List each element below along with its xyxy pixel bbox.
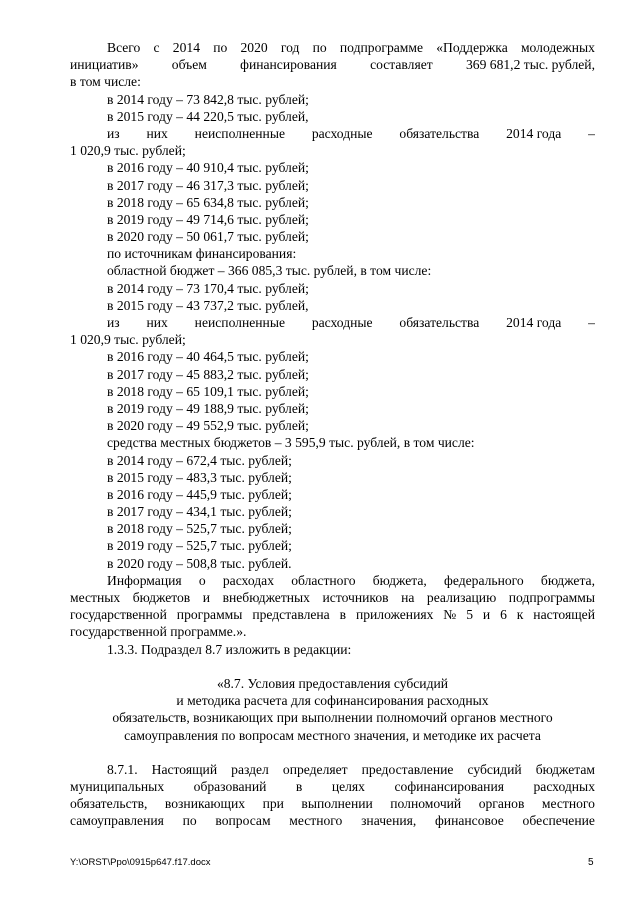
- word: обязательства: [399, 125, 480, 141]
- total-2018: в 2018 году – 65 634,8 тыс. рублей;: [107, 194, 309, 210]
- section-body-line-4: [70, 812, 595, 829]
- word: 8.7.1.: [107, 761, 138, 777]
- regional-unfulfilled: [70, 314, 595, 331]
- word: подпрограмме: [339, 40, 424, 55]
- word: финансовое: [435, 813, 504, 829]
- word: финансирования: [240, 57, 337, 73]
- word: муниципальных: [70, 779, 165, 795]
- word: настоящей: [533, 607, 595, 623]
- word: обязательства: [399, 315, 480, 330]
- word: и: [202, 590, 211, 605]
- word: 369 681,2 тыс. рублей,: [465, 57, 595, 73]
- word: обязательств,: [70, 796, 148, 812]
- regional-2015: в 2015 году – 43 737,2 тыс. рублей,: [107, 297, 309, 313]
- local-2018: в 2018 году – 525,7 тыс. рублей;: [107, 521, 292, 537]
- word: вопросам: [215, 813, 271, 829]
- word: из: [107, 125, 120, 141]
- word: 2014 года: [506, 315, 562, 330]
- intro-line-2: [70, 56, 595, 73]
- word: бюджетам: [535, 761, 595, 777]
- word: внебюджетных: [222, 590, 310, 605]
- word: представлена: [252, 607, 330, 623]
- word: расходные: [311, 125, 373, 141]
- word: полномочий: [390, 796, 462, 812]
- word: расходах: [222, 572, 274, 588]
- word: федерального: [444, 572, 524, 588]
- word: по: [182, 813, 197, 829]
- local-2016: в 2016 году – 445,9 тыс. рублей;: [107, 486, 292, 502]
- word: Настоящий: [151, 761, 218, 777]
- total-2020: в 2020 году – 50 061,7 тыс. рублей;: [107, 229, 309, 245]
- word: приложениях: [355, 607, 434, 623]
- word: и: [482, 607, 491, 623]
- word: государственной: [70, 607, 167, 623]
- total-2015: в 2015 году – 44 220,5 тыс. рублей,: [107, 108, 309, 124]
- word: бюджетов: [132, 590, 191, 605]
- local-2014: в 2014 году – 672,4 тыс. рублей;: [107, 452, 292, 468]
- word: объем: [171, 57, 207, 73]
- word: значения,: [361, 813, 417, 829]
- word: молодежных: [520, 40, 595, 55]
- total-2017: в 2017 году – 46 317,3 тыс. рублей;: [107, 177, 309, 193]
- total-2016: в 2016 году – 40 910,4 тыс. рублей;: [107, 160, 309, 176]
- word: 2014: [172, 40, 200, 55]
- total-2019: в 2019 году – 49 714,6 тыс. рублей;: [107, 211, 309, 227]
- word: 2020: [240, 40, 268, 55]
- local-2019: в 2019 году – 525,7 тыс. рублей;: [107, 538, 292, 554]
- word: –: [588, 315, 595, 330]
- word: предоставление: [361, 761, 454, 777]
- section-title-line-2: и методика расчета для софинансирования расходных: [176, 693, 489, 709]
- word: №: [443, 607, 457, 623]
- total-2014: в 2014 году – 73 842,8 тыс. рублей;: [107, 91, 309, 107]
- info-line-3: [70, 606, 595, 623]
- regional-heading: областной бюджет – 366 085,3 тыс. рублей, в том числе:: [107, 263, 432, 279]
- info-line-2: [70, 589, 595, 606]
- word: по: [213, 40, 228, 55]
- word: софинансирования: [394, 779, 504, 795]
- word: областного: [291, 572, 356, 588]
- word: расходных: [533, 779, 595, 795]
- word: из: [107, 315, 120, 330]
- section-body-line-1: [70, 761, 595, 778]
- word: составляет: [370, 57, 433, 73]
- word: самоуправления: [70, 813, 164, 829]
- local-heading: средства местных бюджетов – 3 595,9 тыс. рублей, в том числе:: [107, 435, 475, 451]
- sources-heading: по источникам финансирования:: [107, 246, 297, 262]
- word: Информация: [107, 572, 182, 588]
- word: местного: [541, 796, 595, 812]
- local-2015: в 2015 году – 483,3 тыс. рублей;: [107, 469, 292, 485]
- word: о: [198, 572, 206, 588]
- word: местных: [70, 590, 121, 605]
- word: обеспечение: [522, 813, 595, 829]
- regional-unfulfilled-cont: 1 020,9 тыс. рублей;: [70, 332, 186, 348]
- word: в: [295, 779, 303, 795]
- regional-2014: в 2014 году – 73 170,4 тыс. рублей;: [107, 280, 309, 296]
- word: них: [146, 315, 168, 330]
- word: к: [516, 607, 524, 623]
- info-line-4: государственной программе.».: [70, 624, 247, 640]
- word: возникающих: [164, 796, 246, 812]
- word: неисполненные: [194, 315, 285, 330]
- amendment-line: 1.3.3. Подраздел 8.7 изложить в редакции:: [107, 641, 352, 657]
- regional-2020: в 2020 году – 49 552,9 тыс. рублей;: [107, 418, 309, 434]
- word: расходные: [311, 315, 373, 330]
- spacer: [70, 658, 595, 675]
- word: них: [146, 125, 168, 141]
- word: Всего: [107, 40, 141, 55]
- word: –: [588, 125, 595, 141]
- page-number: 5: [588, 857, 594, 868]
- spacer: [70, 744, 595, 761]
- word: программы: [176, 607, 243, 623]
- word: 2014 года: [506, 125, 562, 141]
- regional-2017: в 2017 году – 45 883,2 тыс. рублей;: [107, 366, 309, 382]
- word: на: [401, 590, 415, 605]
- word: «Поддержка: [436, 40, 508, 55]
- footer-file-path: Y:\ORST\Ppo\0915p647.f17.docx: [70, 857, 211, 868]
- word: источников: [322, 590, 389, 605]
- section-title-line-1: «8.7. Условия предоставления субсидий: [216, 675, 449, 691]
- regional-2016: в 2016 году – 40 464,5 тыс. рублей;: [107, 349, 309, 365]
- word: подпрограммы: [508, 590, 595, 605]
- word: год: [280, 40, 300, 55]
- word: бюджета,: [540, 572, 595, 588]
- word: по: [312, 40, 327, 55]
- intro-line-1: [70, 39, 595, 56]
- word: образований: [193, 779, 267, 795]
- total-unfulfilled-cont: 1 020,9 тыс. рублей;: [70, 143, 186, 159]
- local-2020: в 2020 году – 508,8 тыс. рублей.: [107, 555, 292, 571]
- info-line-1: [70, 572, 595, 589]
- section-title-line-4: самоуправления по вопросам местного значения, и методике их расчета: [124, 727, 541, 743]
- section-body-line-3: [70, 795, 595, 812]
- word: целях: [331, 779, 365, 795]
- word: определяет: [282, 761, 348, 777]
- word: раздел: [231, 761, 269, 777]
- section-title-line-3: обязательств, возникающих при выполнении полномочий органов местного: [112, 710, 553, 726]
- local-2017: в 2017 году – 434,1 тыс. рублей;: [107, 504, 292, 520]
- word: бюджета,: [372, 572, 427, 588]
- word: инициатив»: [70, 57, 139, 73]
- section-body-line-2: [70, 778, 595, 795]
- word: при: [262, 796, 284, 812]
- word: 6: [500, 607, 507, 623]
- word: субсидий: [467, 761, 522, 777]
- document-body: [70, 39, 595, 830]
- word: неисполненные: [194, 125, 285, 141]
- word: органов: [478, 796, 525, 812]
- regional-2019: в 2019 году – 49 188,9 тыс. рублей;: [107, 400, 309, 416]
- intro-line-3: в том числе:: [70, 74, 141, 90]
- word: выполнении: [301, 796, 373, 812]
- word: в: [339, 607, 347, 623]
- regional-2018: в 2018 году – 65 109,1 тыс. рублей;: [107, 383, 309, 399]
- word: местного: [289, 813, 343, 829]
- total-unfulfilled: [70, 125, 595, 142]
- word: реализацию: [426, 590, 497, 605]
- word: 5: [466, 607, 473, 623]
- word: с: [153, 40, 160, 55]
